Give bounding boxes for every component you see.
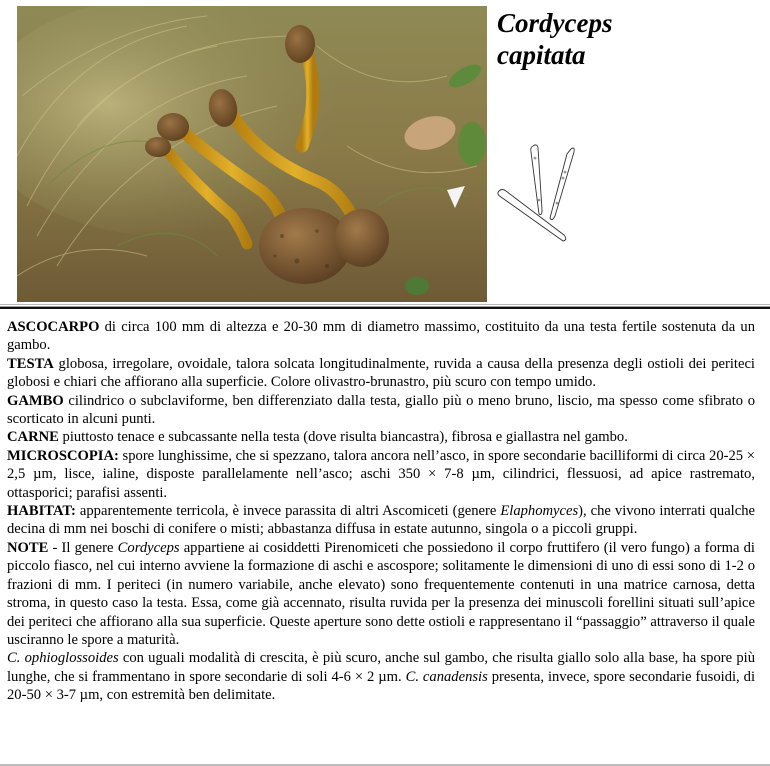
species-description [7, 318, 755, 705]
section-gambo [7, 392, 755, 429]
spore-illustration-icon [495, 140, 585, 250]
section-label: GAMBO [7, 392, 64, 409]
section-text: ), che vivono interrati qualche decina di mm nei boschi di conifere o misti; abbastanza diffusa in estate autunno, singola o a piccoli gruppi. [7, 503, 755, 538]
species-title-genus: Cordyceps [497, 8, 613, 38]
genus-name: Elaphomyces [500, 503, 579, 520]
section-text: cilindrico o subclaviforme, ben differenziato dalla testa, giallo più o meno bruno, liscio, ma spesso come sfibrato o scorticato in alcuni punti. [7, 392, 755, 428]
section-comparison [7, 649, 755, 704]
section-testa [7, 355, 755, 392]
section-label: TESTA [7, 355, 54, 372]
section-microscopia [7, 447, 755, 502]
section-text: di circa 100 mm di altezza e 20-30 mm di diametro massimo, costituito da una testa fertile sostenuta da un gambo. [7, 319, 755, 354]
section-text: globosa, irregolare, ovoidale, talora solcata longitudinalmente, ruvida a causa della presenza degli ostioli dei periteci globosi e chiari che affiorano alla superficie. Colore olivastro-brunastro, più scuro con tempo umido. [7, 355, 755, 391]
specimen-photo [17, 6, 487, 302]
section-label: NOTE [7, 539, 49, 556]
section-text: presenta, invece, spore secondarie fusoidi, di 20-50 × 3-7 µm, con estremità ben delimitate. [7, 668, 755, 704]
section-text: con uguali modalità di crescita, è più scuro, anche sul gambo, che risulta giallo solo alla base, ha spore più lunghe, che si frammentano in spore secondarie di soli 4-6 × 2 µm. [7, 650, 755, 685]
spore-drawing [495, 140, 585, 250]
section-label: MICROSCOPIA: [7, 447, 119, 464]
section-carne [7, 428, 755, 446]
section-text: appartiene ai cosiddetti Pirenomiceti che possiedono il corpo fruttifero (il vero fungo) a forma di piccolo fiasco, nel cui interno avviene la formazione di aschi e ascospore; solitamente le dimensioni di uno di essi sono di 1-2 o frazioni di mm. I periteci (in numero variabile, anche elevato) sono frequentemente contenuti in una matrice carnosa, detta stroma, in questo caso la testa. Essa, come già accennato, risulta ruvida per la presenza dei minuscoli forellini situati sull’apice dei periteci che affiorano alla sua superficie. Queste aperture sono dette ostioli e rappresentano il “passaggio” attraverso il quale usciranno le spore a maturità. [7, 539, 755, 648]
species-title [497, 7, 612, 71]
section-note [7, 539, 755, 649]
section-text: - Il genere [48, 539, 118, 556]
section-divider [0, 304, 770, 310]
section-ascocarpo [7, 318, 755, 355]
genus-name: Cordyceps [117, 539, 180, 556]
species-name: C. canadensis [405, 668, 488, 685]
specimen-photo-graphic [17, 6, 487, 302]
species-name: C. ophioglossoides [7, 650, 119, 667]
section-text: spore lunghissime, che si spezzano, talora ancora nell’asco, in spore secondarie bacilliformi di circa 20-25 × 2,5 µm, lisce, ialine, disposte parallelamente nell’asco; aschi 350 × 7-8 µm, cilindrici, flessuosi, ad apice rastremato, ottasporici; parafisi assenti. [7, 447, 755, 501]
species-title-epithet: capitata [497, 40, 586, 70]
section-text: piuttosto tenace e subcassante nella testa (dove risulta biancastra), fibrosa e giallastra nel gambo. [58, 429, 628, 446]
section-label: ASCOCARPO [7, 319, 100, 335]
section-habitat [7, 502, 755, 539]
section-label: CARNE [7, 429, 59, 446]
section-text: apparentemente terricola, è invece parassita di altri Ascomiceti (genere [75, 503, 501, 520]
section-label: HABITAT: [7, 503, 76, 520]
